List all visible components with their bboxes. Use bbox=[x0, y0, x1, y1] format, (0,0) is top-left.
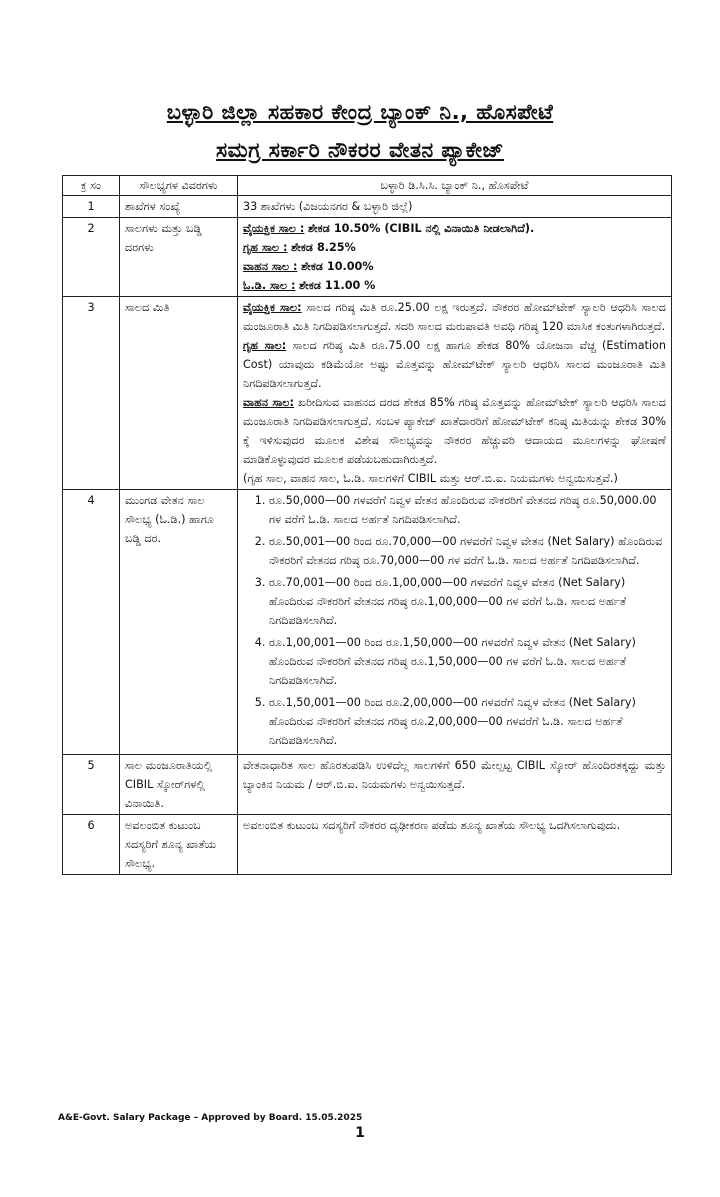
row-particular: ಸಾಲಗಳು ಮತ್ತು ಬಡ್ಡಿ ದರಗಳು bbox=[120, 218, 238, 297]
limit-vehicle: ವಾಹನ ಸಾಲ: ಖರೀದಿಸುವ ವಾಹನದ ದರದ ಶೇಕಡ 85% ಗರಿಷ್ಠ ಮೊತ್ತವನ್ನು ಹೋಮ್‌ಟೇಕ್ ಸ್ಯಾಲರಿ ಆಧರಿಸಿ ಸಾಲದ ಮಂಜೂರಾತಿ ನಿಗದಿಪಡಿಸಲಾಗುತ್ತದೆ. ಸಂಬಳ ಪ್ಯಾಕೇಜ್ ಖಾತೆದಾರರಿಗೆ ಹೋಮ್‌ಟೇಕ್ ಕನಿಷ್ಠ ಮಿತಿಯನ್ನು ಶೇಕಡ 30% ಕ್ಕೆ ಇಳಿಸುವುದರ ಮೂಲಕ ವಿಶೇಷ ಸೌಲಭ್ಯವನ್ನು ನೌಕರರ ಹೆಚ್ಚುವರಿ ಆದಾಯದ ಮೂಲಗಳನ್ನು ಘೋಷಣೆ ಮಾಡಿಕೊಳ್ಳುವುದರ ಮೂಲಕ ಪಡೆಯಬಹುದಾಗಿರುತ್ತದೆ. bbox=[243, 396, 666, 466]
row-number: 1 bbox=[63, 196, 120, 218]
row-detail bbox=[238, 490, 672, 755]
row-number: 3 bbox=[63, 297, 120, 490]
row-detail bbox=[238, 297, 672, 490]
salary-package-table bbox=[62, 175, 672, 875]
document-title: ಬಳ್ಳಾರಿ ಜಿಲ್ಲಾ ಸಹಕಾರ ಕೇಂದ್ರ ಬ್ಯಾಂಕ್ ನಿ., ಹೊಸಪೇಟೆ bbox=[166, 100, 554, 124]
list-item: 2. ರೂ.50,001—00 ರಿಂದ ರೂ.70,000—00 ಗಳವರೆಗೆ ನಿವ್ವಳ ವೇತನ (Net Salary) ಹೊಂದಿರುವ ನೌಕರರಿಗೆ ವೇತನದ ಗರಿಷ್ಠ ರೂ.70,000—00 ಗಳ ವರೆಗೆ ಓ.ಡಿ. ಸಾಲದ ಅರ್ಹತೆ ನಿಗದಿಪಡಿಸಲಾಗಿದೆ. bbox=[269, 532, 666, 570]
page-number: 1 bbox=[355, 1125, 365, 1141]
row-detail: ವೇತನಾಧಾರಿತ ಸಾಲ ಹೊರತುಪಡಿಸಿ ಉಳಿದೆಲ್ಲ ಸಾಲಗಳಿಗೆ 650 ಮೇಲ್ಪಟ್ಟ CIBIL ಸ್ಕೋರ್ ಹೊಂದಿರತಕ್ಕದ್ದು ಮತ್ತು ಬ್ಯಾಂಕಿನ ನಿಯಮ / ಆರ್.ಬಿ.ಐ. ನಿಯಮಗಳು ಅನ್ವಯಿಸುತ್ತದೆ. bbox=[238, 755, 672, 815]
list-item: 1. ರೂ.50,000—00 ಗಳವರೆಗೆ ನಿವ್ವಳ ವೇತನ ಹೊಂದಿರುವ ನೌಕರರಿಗೆ ವೇತನದ ಗರಿಷ್ಠ ರೂ.50,000.00 ಗಳ ವರೆಗೆ ಓ.ಡಿ. ಸಾಲದ ಅರ್ಹತೆ ನಿಗದಿಪಡಿಸಲಾಗಿದೆ. bbox=[269, 491, 666, 529]
table-row bbox=[63, 297, 672, 490]
row-particular: ಮುಂಗಡ ವೇತನ ಸಾಲ ಸೌಲಭ್ಯ (ಓ.ಡಿ.) ಹಾಗೂ ಬಡ್ಡಿ ದರ. bbox=[120, 490, 238, 755]
limit-note: (ಗೃಹ ಸಾಲ, ವಾಹನ ಸಾಲ, ಓ.ಡಿ. ಸಾಲಗಳಿಗೆ CIBIL ಮತ್ತು ಆರ್.ಬಿ.ಐ. ನಿಯಮಗಳು ಅನ್ವಯಿಸುತ್ತವೆ.) bbox=[243, 472, 618, 485]
row-number: 5 bbox=[63, 755, 120, 815]
header-particulars: ಸೌಲಭ್ಯಗಳ ವಿವರಗಳು bbox=[120, 176, 238, 196]
rate-personal: ವೈಯಕ್ತಿಕ ಸಾಲ : ಶೇಕಡ 10.50% (CIBIL ನಲ್ಲಿ ವಿನಾಯಿತಿ ನೀಡಲಾಗಿದೆ). bbox=[243, 222, 535, 235]
od-slab-list bbox=[243, 491, 666, 750]
table-row bbox=[63, 815, 672, 875]
table-row bbox=[63, 490, 672, 755]
list-item: 5. ರೂ.1,50,001—00 ರಿಂದ ರೂ.2,00,000—00 ಗಳವರೆಗೆ ನಿವ್ವಳ ವೇತನ (Net Salary) ಹೊಂದಿರುವ ನೌಕರರಿಗೆ ವೇತನದ ಗರಿಷ್ಠ ರೂ.2,00,000—00 ಗಳವರೆಗೆ ಓ.ಡಿ. ಸಾಲದ ಅರ್ಹತೆ ನಿಗದಿಪಡಿಸಲಾಗಿದೆ. bbox=[269, 693, 666, 750]
header-bank: ಬಳ್ಳಾರಿ ಡಿ.ಸಿ.ಸಿ. ಬ್ಯಾಂಕ್ ನಿ., ಹೊಸಪೇಟೆ bbox=[238, 176, 672, 196]
table-row bbox=[63, 196, 672, 218]
row-number: 2 bbox=[63, 218, 120, 297]
document-subtitle: ಸಮಗ್ರ ಸರ್ಕಾರಿ ನೌಕರರ ವೇತನ ಪ್ಯಾಕೇಜ್ bbox=[216, 138, 504, 162]
footer-note: A&E-Govt. Salary Package – Approved by Board. 15.05.2025 bbox=[58, 1113, 363, 1123]
list-item: 4. ರೂ.1,00,001—00 ರಿಂದ ರೂ.1,50,000—00 ಗಳವರೆಗೆ ನಿವ್ವಳ ವೇತನ (Net Salary) ಹೊಂದಿರುವ ನೌಕರರಿಗೆ ವೇತನದ ಗರಿಷ್ಠ ರೂ.1,50,000—00 ಗಳ ವರೆಗೆ ಓ.ಡಿ. ಸಾಲದ ಅರ್ಹತೆ ನಿಗದಿಪಡಿಸಲಾಗಿದೆ. bbox=[269, 633, 666, 690]
rate-home: ಗೃಹ ಸಾಲ : ಶೇಕಡ 8.25% bbox=[243, 241, 356, 254]
table-row bbox=[63, 218, 672, 297]
row-particular: ಅವಲಂಬಿತ ಕುಟುಂಬ ಸದಸ್ಯರಿಗೆ ಶೂನ್ಯ ಖಾತೆಯ ಸೌಲಭ್ಯ. bbox=[120, 815, 238, 875]
row-particular: ಸಾಲದ ಮಿತಿ bbox=[120, 297, 238, 490]
table-row bbox=[63, 755, 672, 815]
limit-home: ಗೃಹ ಸಾಲ: ಸಾಲದ ಗರಿಷ್ಠ ಮಿತಿ ರೂ.75.00 ಲಕ್ಷ ಹಾಗೂ ಶೇಕಡ 80% ಯೋಜನಾ ವೆಚ್ಚ (Estimation Cost) ಯಾವುದು ಕಡಿಮೆಯೋ ಅಷ್ಟು ಮೊತ್ತವನ್ನು ಹೋಮ್‌ಟೇಕ್ ಸ್ಯಾಲರಿ ಆಧರಿಸಿ ಸಾಲದ ಮಂಜೂರಾತಿ ಮಿತಿ ನಿಗದಿಪಡಿಸಲಾಗುತ್ತದೆ. bbox=[243, 339, 666, 390]
row-detail: 33 ಶಾಖೆಗಳು (ವಿಜಯನಗರ & ಬಳ್ಳಾರಿ ಜಿಲ್ಲೆ) bbox=[238, 196, 672, 218]
row-detail bbox=[238, 218, 672, 297]
row-detail: ಅವಲಂಬಿತ ಕುಟುಂಬ ಸದಸ್ಯರಿಗೆ ನೌಕರರ ದೃಢೀಕರಣ ಪಡೆದು ಶೂನ್ಯ ಖಾತೆಯ ಸೌಲಭ್ಯ ಒದಗಿಸಲಾಗುವುದು. bbox=[238, 815, 672, 875]
row-number: 6 bbox=[63, 815, 120, 875]
header-serial: ಕ್ರ ಸಂ bbox=[63, 176, 120, 196]
table-header-row bbox=[63, 176, 672, 196]
row-number: 4 bbox=[63, 490, 120, 755]
list-item: 3. ರೂ.70,001—00 ರಿಂದ ರೂ.1,00,000—00 ಗಳವರೆಗೆ ನಿವ್ವಳ ವೇತನ (Net Salary) ಹೊಂದಿರುವ ನೌಕರರಿಗೆ ವೇತನದ ಗರಿಷ್ಠ ರೂ.1,00,000—00 ಗಳ ವರೆಗೆ ಓ.ಡಿ. ಸಾಲದ ಅರ್ಹತೆ ನಿಗದಿಪಡಿಸಲಾಗಿದೆ. bbox=[269, 573, 666, 630]
row-particular: ಶಾಖೆಗಳ ಸಂಖ್ಯೆ bbox=[120, 196, 238, 218]
row-particular: ಸಾಲ ಮಂಜೂರಾತಿಯಲ್ಲಿ CIBIL ಸ್ಕೋರ್‌ಗಳಲ್ಲಿ ವಿನಾಯಿತಿ. bbox=[120, 755, 238, 815]
limit-personal: ವೈಯಕ್ತಿಕ ಸಾಲ: ಸಾಲದ ಗರಿಷ್ಠ ಮಿತಿ ರೂ.25.00 ಲಕ್ಷ ಇರುತ್ತದೆ. ನೌಕರರ ಹೋಮ್‌ಟೇಕ್ ಸ್ಯಾಲರಿ ಆಧರಿಸಿ ಸಾಲದ ಮಂಜೂರಾತಿ ಮಿತಿ ನಿಗದಿಪಡಿಸಲಾಗುತ್ತದೆ. ಸದರಿ ಸಾಲದ ಮರುಪಾವತಿ ಅವಧಿ ಗರಿಷ್ಠ 120 ಮಾಸಿಕ ಕಂತುಗಳಾಗಿರುತ್ತದೆ. bbox=[243, 301, 666, 333]
rate-od: ಓ.ಡಿ. ಸಾಲ : ಶೇಕಡ 11.00 % bbox=[243, 279, 376, 292]
rate-vehicle: ವಾಹನ ಸಾಲ : ಶೇಕಡ 10.00% bbox=[243, 260, 374, 273]
